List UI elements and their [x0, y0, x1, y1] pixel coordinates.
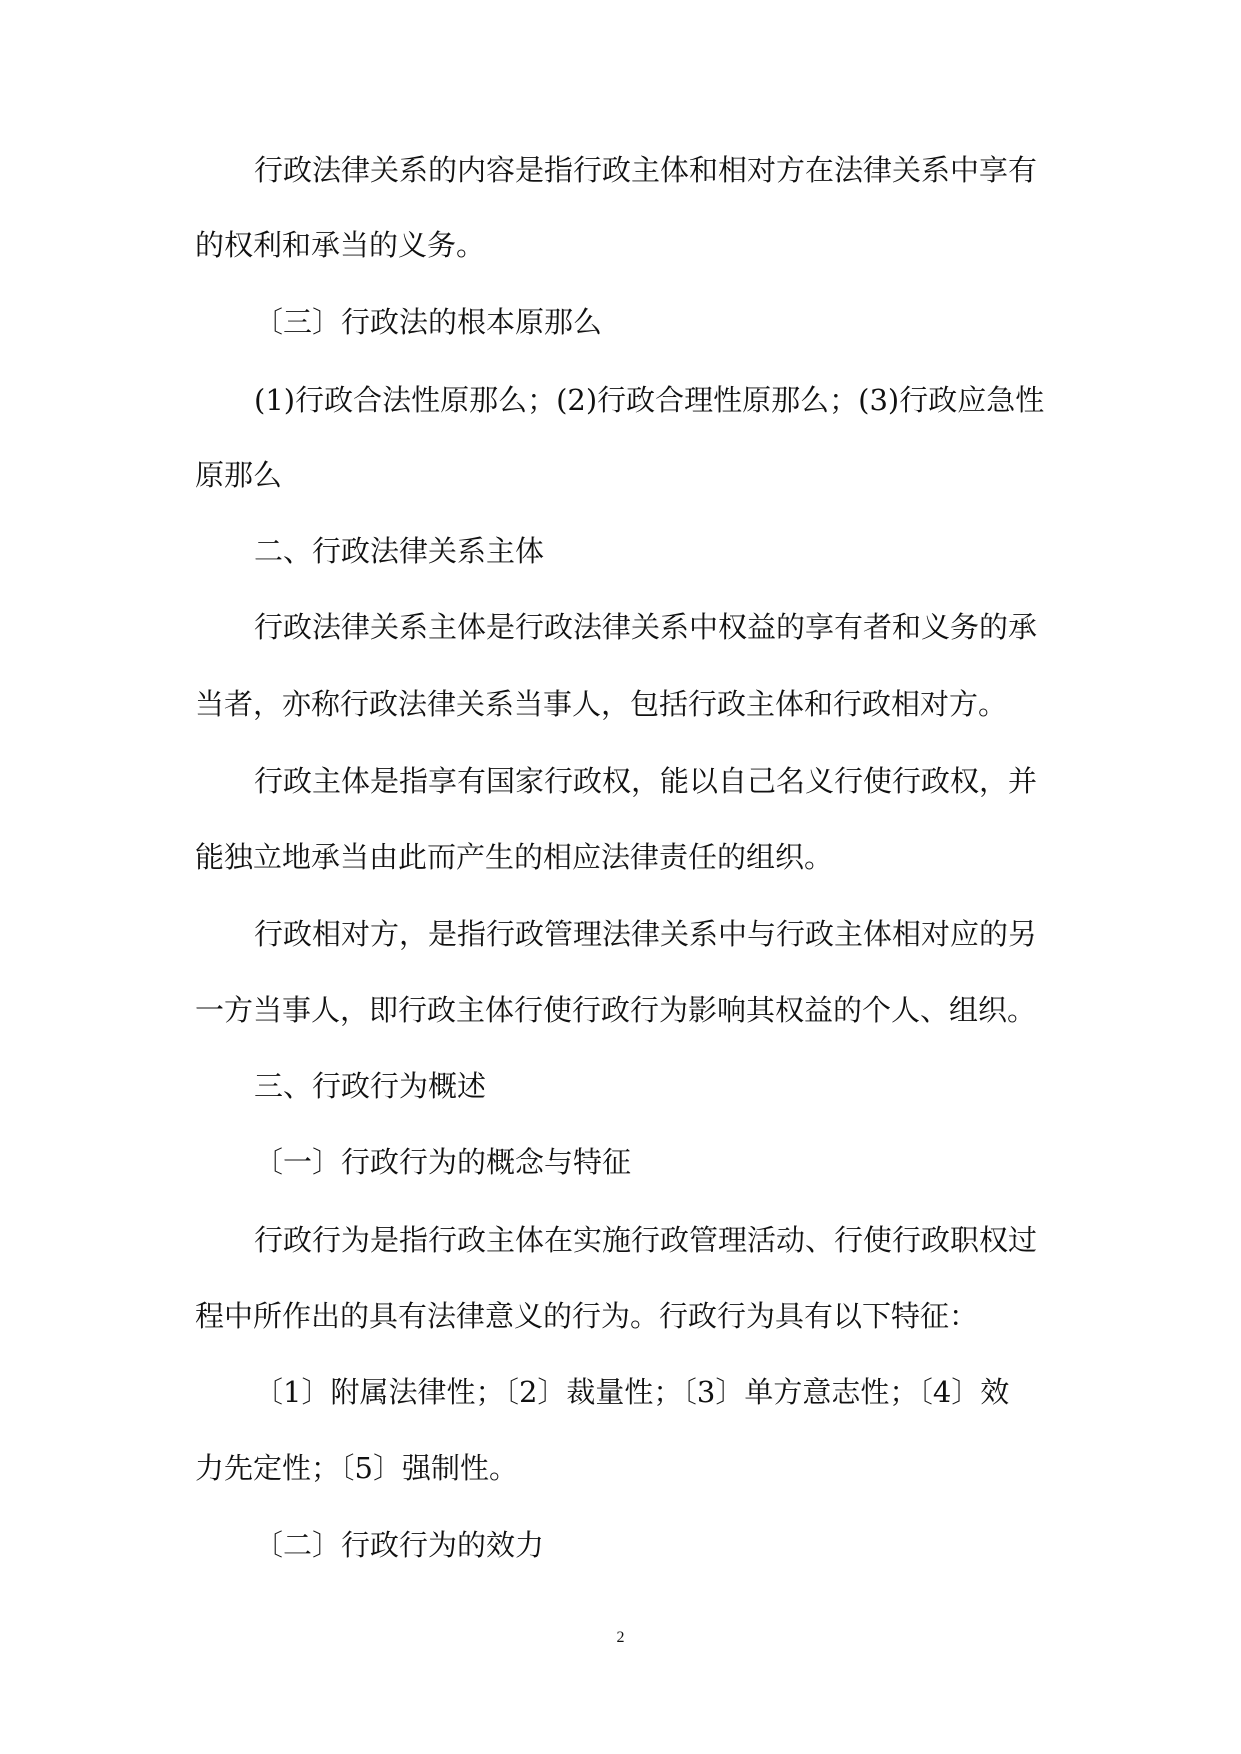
paragraph-line: 行政相对方，是指行政管理法律关系中与行政主体相对应的另: [254, 917, 1038, 951]
paragraph-line: 行政法律关系的内容是指行政主体和相对方在法律关系中享有: [254, 153, 1038, 187]
paragraph-line: 当者，亦称行政法律关系当事人，包括行政主体和行政相对方。: [195, 687, 1008, 721]
section-heading: 〔二〕行政行为的效力: [254, 1528, 545, 1562]
paragraph-line: 程中所作出的具有法律意义的行为。行政行为具有以下特征：: [195, 1299, 979, 1333]
paragraph-line: 行政主体是指享有国家行政权，能以自己名义行使行政权，并: [254, 764, 1038, 798]
paragraph-line: 能独立地承当由此而产生的相应法律责任的组织。: [195, 840, 834, 874]
paragraph-line: (1)行政合法性原那么；(2)行政合理性原那么；(3)行政应急性: [254, 383, 1045, 417]
section-heading: 〔一〕行政行为的概念与特征: [254, 1145, 632, 1179]
paragraph-line: 原那么: [195, 458, 283, 492]
paragraph-line: 一方当事人，即行政主体行使行政行为影响其权益的个人、组织。: [195, 993, 1037, 1027]
paragraph-line: 的权利和承当的义务。: [195, 228, 486, 262]
paragraph-line: 〔1〕附属法律性；〔2〕裁量性；〔3〕单方意志性；〔4〕效: [254, 1375, 1010, 1409]
section-heading: 〔三〕行政法的根本原那么: [254, 305, 603, 339]
paragraph-line: 行政法律关系主体是行政法律关系中权益的享有者和义务的承: [254, 610, 1038, 644]
paragraph-line: 行政行为是指行政主体在实施行政管理活动、行使行政职权过: [254, 1223, 1038, 1257]
section-heading: 二、行政法律关系主体: [254, 534, 545, 568]
page-number: 2: [616, 1629, 625, 1646]
section-heading: 三、行政行为概述: [254, 1069, 487, 1103]
paragraph-line: 力先定性；〔5〕强制性。: [195, 1451, 518, 1485]
